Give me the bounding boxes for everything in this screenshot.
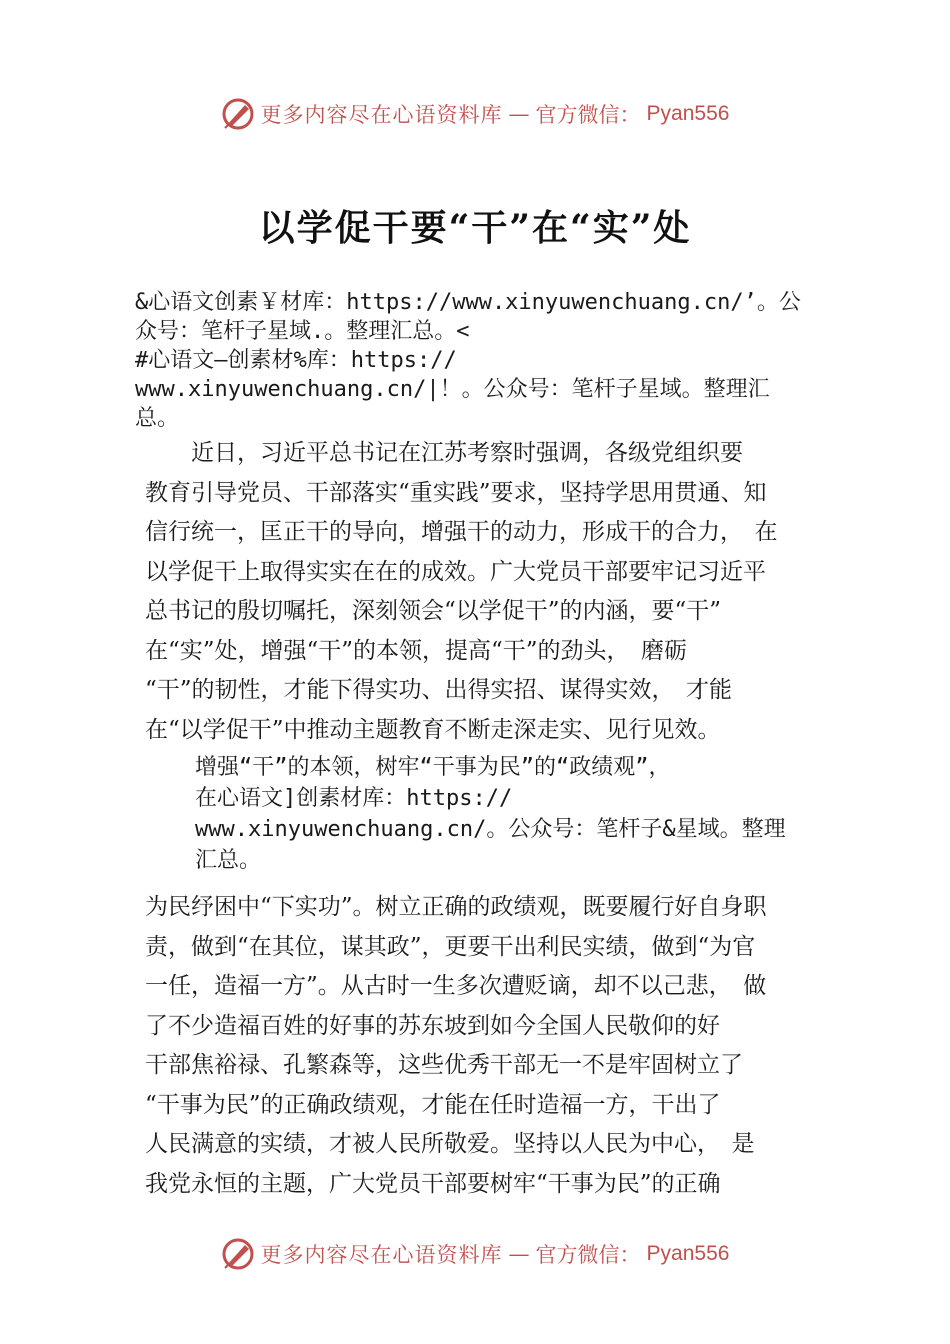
source-line: 总。 xyxy=(135,406,180,431)
banner-text: 更多内容尽在心语资料库 xyxy=(260,1243,503,1267)
footer-banner xyxy=(0,1232,950,1276)
paragraph-line: “干”的韧性，才能下得实功、出得实招、谋得实效， 才能 xyxy=(145,677,733,703)
source-line: #心语文—创素材%库：https:// xyxy=(135,348,457,373)
paragraph-line: 我党永恒的主题，广大党员干部要树牢“干事为民”的正确 xyxy=(145,1170,721,1197)
banner-text: 更多内容尽在心语资料库 xyxy=(260,103,503,127)
paragraph-line: “干事为民”的正确政绩观，才能在任时造福一方，干出了 xyxy=(145,1091,721,1118)
paragraph-line: 责，做到“在其位，谋其政”，更要干出利民实绩，做到“为官 xyxy=(145,933,756,960)
section-line: 汇总。 xyxy=(195,848,262,873)
pen-circle-logo-icon xyxy=(221,97,255,131)
banner-wechat-label: 官方微信： xyxy=(535,1243,641,1267)
source-line: www.xinyuwenchuang.cn/|！。公众号：笔杆子星域。整理汇 xyxy=(135,377,770,402)
paragraph-line: 了不少造福百姓的好事的苏东坡到如今全国人民敬仰的好 xyxy=(145,1012,720,1039)
pen-circle-logo-icon xyxy=(221,1237,255,1271)
section-heading xyxy=(195,752,835,876)
page-title: 以学促干要“干”在“实”处 xyxy=(258,207,692,249)
banner-wechat-label: 官方微信： xyxy=(535,103,641,127)
section-line: www.xinyuwenchuang.cn/。公众号：笔杆子&星域。整理 xyxy=(195,817,786,842)
section-line: 增强“干”的本领，树牢“干事为民”的“政绩观”， xyxy=(195,755,671,780)
banner-separator: — xyxy=(508,102,530,126)
banner-wechat-id: Pyan556 xyxy=(646,1242,730,1265)
body-paragraph-1 xyxy=(145,434,825,750)
source-line: 众号：笔杆子星域.。整理汇总。< xyxy=(135,319,470,344)
paragraph-line: 总书记的殷切嘱托，深刻领会“以学促干”的内涵，要“干” xyxy=(145,598,722,624)
source-line: &心语文创素￥材库：https://www.xinyuwenchuang.cn/’。公 xyxy=(135,290,801,315)
paragraph-line: 近日，习近平总书记在江苏考察时强调，各级党组织要 xyxy=(145,440,743,466)
banner-wechat-id: Pyan556 xyxy=(646,102,730,125)
body-paragraph-2 xyxy=(145,888,825,1204)
paragraph-line: 为民纾困中“下实功”。树立正确的政绩观，既要履行好自身职 xyxy=(145,894,767,920)
section-line: 在心语文]创素材库：https:// xyxy=(195,786,513,811)
paragraph-line: 以学促干上取得实实在在的成效。广大党员干部要牢记习近平 xyxy=(145,558,766,585)
paragraph-line: 教育引导党员、干部落实“重实践”要求，坚持学思用贯通、知 xyxy=(145,479,767,506)
paragraph-line: 信行统一，匡正干的导向，增强干的动力，形成干的合力， 在 xyxy=(145,519,778,545)
header-banner xyxy=(0,92,950,136)
source-note xyxy=(135,288,835,433)
paragraph-line: 一任，造福一方”。从古时一生多次遭贬谪，却不以己悲， 做 xyxy=(145,973,767,999)
paragraph-line: 干部焦裕禄、孔繁森等，这些优秀干部无一不是牢固树立了 xyxy=(145,1052,743,1078)
paragraph-line: 人民满意的实绩，才被人民所敬爱。坚持以人民为中心， 是 xyxy=(145,1131,755,1157)
paragraph-line: 在“以学促干”中推动主题教育不断走深走实、见行见效。 xyxy=(145,716,721,743)
banner-separator: — xyxy=(508,1242,530,1266)
paragraph-line: 在“实”处，增强“干”的本领，提高“干”的劲头， 磨砺 xyxy=(145,637,688,664)
